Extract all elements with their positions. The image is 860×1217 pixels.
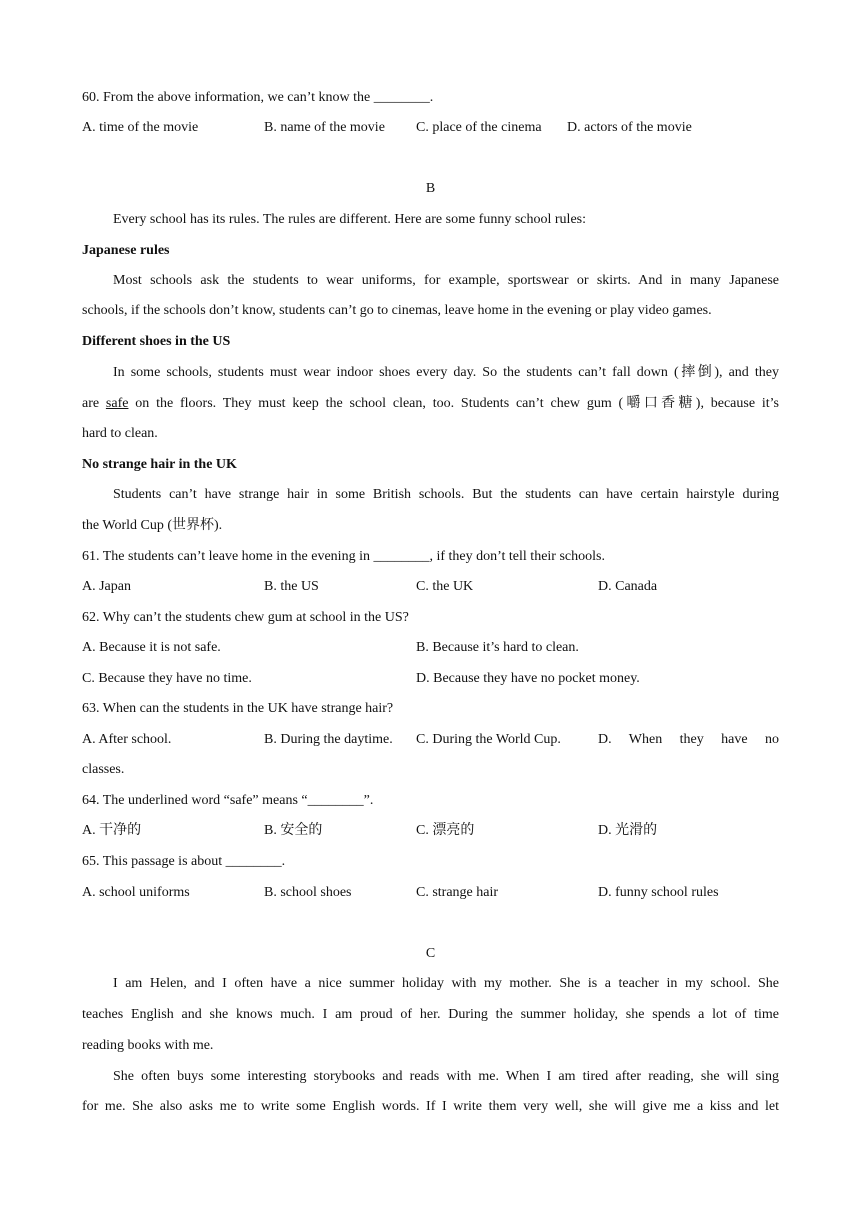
section-c-p2-line-2: for me. She also asks me to write some English words. If I write them very well, she will give me a kiss and let [82, 1099, 779, 1114]
q64-option-a: A. 干净的 [82, 823, 142, 838]
q60-option-d: D. actors of the movie [567, 120, 692, 135]
q62-option-c: C. Because they have no time. [82, 671, 252, 686]
q63-option-d: D. When they have no [598, 732, 779, 747]
q61-stem: 61. The students can’t leave home in the evening in ________, if they don’t tell their schools. [82, 549, 605, 564]
us-shoes-heading: Different shoes in the US [82, 334, 231, 349]
section-c-p2-line-1: She often buys some interesting storybooks and reads with me. When I am tired after reading, she will sing [113, 1069, 779, 1084]
q60-option-b: B. name of the movie [264, 120, 385, 135]
us-shoes-line-2-post: on the floors. They must keep the school clean, too. Students can’t chew gum (嚼口香糖), because it’s [128, 396, 779, 411]
japanese-rules-line-1: Most schools ask the students to wear uniforms, for example, sportswear or skirts. And in many Japanese [113, 273, 779, 288]
q61-option-d: D. Canada [598, 579, 658, 594]
q63-option-c: C. During the World Cup. [416, 732, 561, 747]
section-b-heading: B [425, 181, 436, 196]
q65-option-a: A. school uniforms [82, 885, 190, 900]
q62-option-a: A. Because it is not safe. [82, 640, 221, 655]
uk-hair-heading: No strange hair in the UK [82, 457, 237, 472]
q64-option-c: C. 漂亮的 [416, 823, 475, 838]
q65-stem: 65. This passage is about ________. [82, 854, 286, 869]
q61-option-a: A. Japan [82, 579, 131, 594]
q63-stem: 63. When can the students in the UK have strange hair? [82, 701, 394, 716]
us-shoes-line-3: hard to clean. [82, 426, 158, 441]
underlined-word-safe: safe [105, 396, 129, 411]
us-shoes-line-2-pre: are [82, 396, 106, 411]
q65-option-b: B. school shoes [264, 885, 352, 900]
q64-stem: 64. The underlined word “safe” means “________”. [82, 793, 374, 808]
section-c-p1-line-3: reading books with me. [82, 1038, 214, 1053]
q65-option-d: D. funny school rules [598, 885, 719, 900]
q61-option-c: C. the UK [416, 579, 474, 594]
section-c-p1-line-1: I am Helen, and I often have a nice summer holiday with my mother. She is a teacher in my school. She [113, 976, 779, 991]
section-c-heading: C [425, 946, 436, 961]
q60-stem: 60. From the above information, we can’t know the ________. [82, 90, 434, 105]
section-c-p1-line-2: teaches English and she knows much. I am proud of her. During the summer holiday, she spends a lot of time [82, 1007, 779, 1022]
q62-stem: 62. Why can’t the students chew gum at school in the US? [82, 610, 409, 625]
q65-option-c: C. strange hair [416, 885, 499, 900]
uk-hair-line-1: Students can’t have strange hair in some British schools. But the students can have certain hairstyle during [113, 487, 779, 502]
q63-option-a: A. After school. [82, 732, 172, 747]
us-shoes-line-1: In some schools, students must wear indoor shoes every day. So the students can’t fall down (摔倒), and they [113, 365, 779, 380]
japanese-rules-heading: Japanese rules [82, 243, 170, 258]
us-shoes-line-2 [82, 395, 779, 413]
q63-option-d-continued: classes. [82, 762, 125, 777]
q61-option-b: B. the US [264, 579, 319, 594]
q62-option-d: D. Because they have no pocket money. [416, 671, 640, 686]
q60-option-a: A. time of the movie [82, 120, 199, 135]
q62-option-b: B. Because it’s hard to clean. [416, 640, 579, 655]
q60-option-c: C. place of the cinema [416, 120, 542, 135]
section-b-intro: Every school has its rules. The rules are different. Here are some funny school rules: [113, 212, 586, 227]
japanese-rules-line-2: schools, if the schools don’t know, students can’t go to cinemas, leave home in the evening or play video games. [82, 303, 712, 318]
q64-option-b: B. 安全的 [264, 823, 323, 838]
uk-hair-line-2: the World Cup (世界杯). [82, 518, 223, 533]
q63-option-b: B. During the daytime. [264, 732, 393, 747]
q64-option-d: D. 光滑的 [598, 823, 658, 838]
